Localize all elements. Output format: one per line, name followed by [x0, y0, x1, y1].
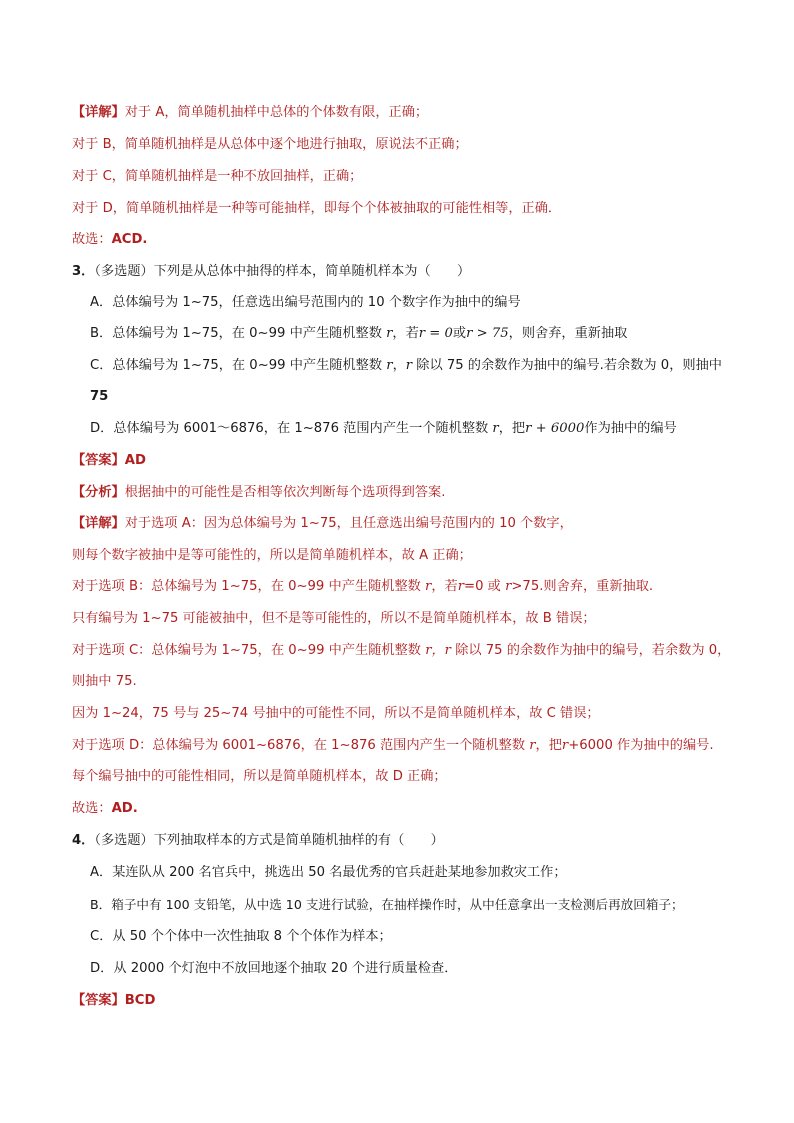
question-text: 下列是从总体中抽得的样本，简单随机样本为（ ） — [153, 264, 471, 279]
q2-detail-line-2: 对于 B，简单随机抽样是从总体中逐个地进行抽取，原说法不正确； — [72, 137, 468, 152]
var-r: r — [529, 738, 536, 753]
detail-c-part-1: 对于选项 C：总体编号为 1~75，在 0~99 中产生随机整数 — [72, 643, 421, 658]
detail-d-part-1: 对于选项 D：总体编号为 6001~6876，在 1~876 范围内产生一个随机整数 — [72, 738, 526, 753]
q3-detail-line-1 — [72, 515, 573, 533]
q3-detail-line-7: 因为 1~24，75 号与 25~74 号抽中的可能性不同，所以不是简单随机样本，故 C 错误； — [72, 706, 600, 721]
detail-b-part-2: ，若 — [431, 579, 458, 594]
var-r: r — [386, 326, 393, 341]
q3-detail-line-2: 则每个数字被抽中是等可能性的，所以是简单随机样本，故 A 正确； — [72, 548, 472, 563]
q2-detail-line-3: 对于 C，简单随机抽样是一种不放回抽样，正确； — [72, 169, 363, 184]
detail-text: 对于 A，简单随机抽样中总体的个体数有限，正确； — [124, 105, 429, 120]
math-r-eq-0: r = 0 — [418, 326, 453, 341]
q4-option-b: B．箱子中有 100 支铅笔，从中选 10 支进行试验，在抽样操作时，从中任意拿出一支检测后再放回箱子； — [90, 897, 684, 912]
option-b-or: 或 — [452, 326, 467, 341]
answer-tag: 【答案】 — [72, 453, 125, 468]
question-number: 4． — [72, 833, 95, 848]
q2-detail-line-4: 对于 D，简单随机抽样是一种等可能抽样，即每个个体被抽取的可能性相等，正确． — [72, 201, 562, 216]
answer-tag: 【答案】 — [72, 993, 125, 1008]
q2-detail-line-1 — [72, 104, 428, 122]
detail-b-part-4: >75.则舍弃，重新抽取. — [511, 579, 654, 594]
q4-option-d: D．从 2000 个灯泡中不放回地逐个抽取 20 个进行质量检查． — [90, 961, 458, 976]
q3-detail-line-5 — [72, 642, 730, 660]
q3-detail-line-8 — [72, 737, 714, 755]
detail-d-part-3: +6000 作为抽中的编号. — [568, 738, 714, 753]
q3-detail-line-4: 只有编号为 1~75 可能被抽中，但不是等可能性的，所以不是简单随机样本，故 B 错误； — [72, 611, 596, 626]
answer-value: BCD — [124, 993, 156, 1008]
var-r: r — [425, 579, 432, 594]
var-r: r — [405, 358, 413, 373]
q3-option-d — [90, 420, 677, 438]
analysis-text: 根据抽中的可能性是否相等依次判断每个选项得到答案. — [124, 485, 446, 500]
answer-value: AD — [124, 453, 146, 468]
math-r-plus-6000: r + 6000 — [525, 421, 585, 436]
q3-option-b — [90, 325, 627, 343]
choice-value: ACD. — [111, 232, 148, 247]
q3-option-a: A．总体编号为 1~75，任意选出编号范围内的 10 个数字作为抽中的编号 — [90, 295, 521, 310]
detail-d-part-2: ，把 — [535, 738, 562, 753]
q3-option-c: C．总体编号为 1~75，在 0~99 中产生随机整数 r，r 除以 75 的余数作为抽中的编号.若余数为 0，则抽中 — [90, 358, 722, 373]
choice-prefix: 故选： — [72, 232, 112, 247]
choice-prefix: 故选： — [72, 801, 112, 816]
var-r: r — [457, 579, 465, 594]
q3-detail-line-9: 每个编号抽中的可能性相同，所以是简单随机样本，故 D 正确； — [72, 769, 447, 784]
detail-text: 对于选项 A：因为总体编号为 1~75，且任意选出编号范围内的 10 个数字， — [124, 516, 573, 531]
q3-answer — [72, 452, 146, 470]
option-c-part-1: C．总体编号为 1~75，在 0~99 中产生随机整数 — [90, 358, 383, 373]
var-r: r — [561, 738, 569, 753]
option-b-part-3: ，则舍弃，重新抽取 — [508, 326, 628, 341]
var-r: r — [386, 358, 393, 373]
var-r: r — [492, 421, 499, 436]
choice-value: AD. — [111, 801, 138, 816]
question-number: 3． — [72, 264, 95, 279]
detail-c-part-2: 除以 75 的余数作为抽中的编号，若余数为 0， — [455, 643, 731, 658]
detail-b-part-3: =0 或 — [464, 579, 501, 594]
q3-detail-line-3 — [72, 578, 653, 596]
q2-choice-line — [72, 231, 147, 249]
q4-stem — [72, 832, 444, 850]
q4-answer — [72, 992, 155, 1010]
q4-option-a: A．某连队从 200 名官兵中，挑选出 50 名最优秀的官兵赶赴某地参加救灾工作； — [90, 865, 567, 880]
var-r-pair: r，r — [425, 643, 451, 658]
detail-tag: 【详解】 — [72, 105, 125, 120]
math-r-gt-75: r > 75 — [466, 326, 509, 341]
q3-option-c-cont: 75 — [90, 389, 109, 404]
q3-analysis — [72, 484, 445, 502]
option-b-part-2: ，若 — [392, 326, 419, 341]
option-b-part-1: B．总体编号为 1~75，在 0~99 中产生随机整数 — [90, 326, 382, 341]
option-d-part-3: 作为抽中的编号 — [584, 421, 677, 436]
detail-tag: 【详解】 — [72, 516, 125, 531]
analysis-tag: 【分析】 — [72, 485, 125, 500]
option-c-part-2: 除以 75 的余数作为抽中的编号.若余数为 0，则抽中 — [416, 358, 722, 373]
q3-choice-line — [72, 800, 138, 818]
option-d-part-2: ，把 — [498, 421, 526, 436]
question-type: （多选题） — [94, 833, 154, 848]
option-d-part-1: D．总体编号为 6001～6876，在 1~876 范围内产生一个随机整数 — [90, 421, 489, 436]
var-r: r — [505, 579, 512, 594]
detail-b-part-1: 对于选项 B：总体编号为 1~75，在 0~99 中产生随机整数 — [72, 579, 421, 594]
q4-option-c: C．从 50 个个体中一次性抽取 8 个个体作为样本； — [90, 929, 392, 944]
q3-detail-line-6: 则抽中 75. — [72, 674, 137, 689]
question-type: （多选题） — [94, 264, 154, 279]
q3-stem — [72, 263, 470, 281]
question-text: 下列抽取样本的方式是简单随机抽样的有（ ） — [153, 833, 444, 848]
